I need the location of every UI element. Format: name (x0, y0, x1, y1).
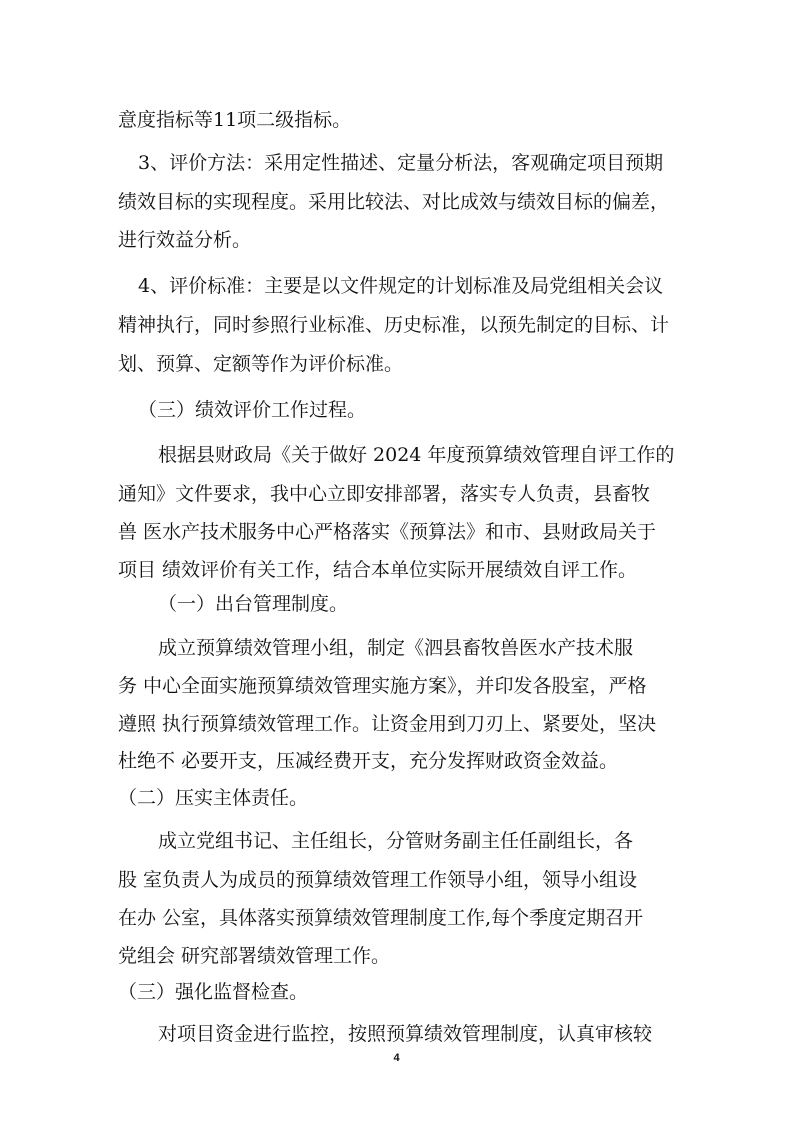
text-line: 成立预算绩效管理小组，制定《泗县畜牧兽医水产技术服 (158, 637, 634, 659)
section-heading: （二）压实主体责任。 (118, 787, 309, 809)
section-heading: （三）绩效评价工作过程。 (138, 399, 367, 421)
text-line: 4、评价标准：主要是以文件规定的计划标准及局党组相关会议 (138, 275, 664, 297)
text-line: 项目 绩效评价有关工作，结合本单位实际开展绩效自评工作。 (118, 559, 638, 581)
text-line: 意度指标等11项二级指标。 (118, 109, 352, 131)
text-line: 对项目资金进行监控，按照预算绩效管理制度，认真审核较 (158, 1023, 653, 1045)
text-line: 精神执行，同时参照行业标准、历史标准，以预先制定的目标、计 (118, 314, 670, 336)
text-line: 3、评价方法：采用定性描述、定量分析法，客观确定项目预期 (138, 152, 664, 174)
text-line: 划、预算、定额等作为评价标准。 (118, 353, 404, 375)
text-line: 兽 医水产技术服务中心严格落实《预算法》和市、县财政局关于 (118, 521, 657, 543)
page-number: 4 (393, 1052, 400, 1064)
text-line: 根据县财政局《关于做好 2024 年度预算绩效管理自评工作的 (158, 444, 675, 466)
text-line: 绩效目标的实现程度。采用比较法、对比成效与绩效目标的偏差， (118, 191, 670, 213)
text-line: 在办 公室，具体落实预算绩效管理制度工作,每个季度定期召开 (118, 907, 644, 929)
text-line: 通知》文件要求，我中心立即安排部署，落实专人负责，县畜牧 (118, 483, 651, 505)
text-line: 党组会 研究部署绩效管理工作。 (118, 945, 391, 967)
text-line: 进行效益分析。 (118, 229, 252, 251)
text-line: 股 室负责人为成员的预算绩效管理工作领导小组，领导小组设 (118, 869, 638, 891)
text-line: 杜绝不 必要开支，压减经费开支，充分发挥财政资金效益。 (118, 750, 619, 772)
section-heading: （三）强化监督检查。 (118, 981, 309, 1003)
text-line: 遵照 执行预算绩效管理工作。让资金用到刀刃上、紧要处，坚决 (118, 713, 657, 735)
text-line: 成立党组书记、主任组长，分管财务副主任任副组长，各 (158, 830, 634, 852)
text-line: 务 中心全面实施预算绩效管理实施方案》，并印发各股室，严格 (118, 675, 647, 697)
section-heading: （一）出台管理制度。 (158, 593, 349, 615)
